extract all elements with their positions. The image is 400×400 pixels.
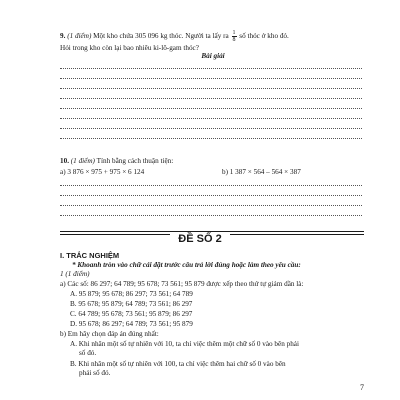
- answer-line[interactable]: [60, 205, 362, 206]
- page-number: 7: [360, 383, 364, 392]
- answer-line[interactable]: [60, 98, 362, 99]
- q9-text-after: số thóc ở kho đó.: [239, 32, 289, 41]
- answer-line[interactable]: [60, 195, 362, 196]
- question-1-points: 1 (1 điểm): [60, 270, 90, 278]
- answer-line[interactable]: [60, 138, 362, 139]
- q1a-option-c[interactable]: C. 64 789; 95 678; 73 561; 95 879; 86 297: [70, 310, 193, 318]
- q1a-option-a[interactable]: A. 95 879; 95 678; 86 297; 73 561; 64 789: [70, 290, 193, 298]
- section-instruction: * Khoanh tròn vào chữ cái đặt trước câu trả lời đúng hoặc làm theo yêu cầu:: [72, 261, 301, 269]
- answer-line[interactable]: [60, 185, 362, 186]
- q1b-option-b-line2: phải số đó.: [79, 369, 111, 377]
- answer-line[interactable]: [60, 68, 362, 69]
- q9-solution-heading: Bài giải: [201, 52, 225, 60]
- exam-title-text: ĐỀ SỐ 2: [170, 233, 229, 245]
- answer-line[interactable]: [60, 78, 362, 79]
- q1b-option-a[interactable]: [70, 340, 299, 358]
- q10-number: 10.: [60, 157, 69, 165]
- q1b-option-b-line1: B. Khi nhân một số tự nhiên với 100, ta chỉ việc thêm hai chữ số 0 vào bên: [70, 360, 286, 368]
- title-rule: [60, 231, 364, 232]
- answer-line[interactable]: [60, 118, 362, 119]
- q9-text-before: Một kho chứa 305 096 kg thóc. Người ta lấy ra: [93, 32, 229, 41]
- q10-points: (1 điểm): [70, 157, 95, 165]
- q1b-option-b[interactable]: [70, 360, 286, 378]
- q1b-prompt: b) Em hãy chọn đáp án đúng nhất:: [60, 330, 159, 338]
- answer-line[interactable]: [60, 108, 362, 109]
- q1a-prompt: a) Các số: 86 297; 64 789; 95 678; 73 561; 95 879 được xếp theo thứ tự giảm dần là:: [60, 280, 304, 288]
- q9-fraction-num: 1: [232, 30, 236, 36]
- q1b-option-a-line1: A. Khi nhân một số tự nhiên với 10, ta chỉ việc thêm một chữ số 0 vào bên phải: [70, 340, 299, 348]
- q9-fraction-den: 8: [232, 37, 236, 43]
- q10-part-a: a) 3 876 × 975 + 975 × 6 124: [60, 168, 145, 176]
- question-9: [60, 30, 370, 43]
- q1b-option-a-line2: số đó.: [79, 349, 97, 357]
- answer-line[interactable]: [60, 88, 362, 89]
- section-heading: I. TRẮC NGHIỆM: [60, 251, 120, 260]
- q1a-option-d[interactable]: D. 95 678; 86 297; 64 789; 73 561; 95 879: [70, 320, 193, 328]
- q9-line2: Hỏi trong kho còn lại bao nhiêu ki-lô-gam thóc?: [60, 44, 199, 52]
- q10-part-b: b) 1 387 × 564 – 564 × 387: [222, 168, 301, 176]
- q9-points: (1 điểm): [67, 32, 92, 41]
- question-10: [60, 157, 173, 166]
- q9-fraction: [232, 30, 237, 43]
- answer-line[interactable]: [60, 128, 362, 129]
- q10-text: Tính bằng cách thuận tiện:: [96, 157, 174, 165]
- exam-title: [0, 233, 400, 247]
- q1a-option-b[interactable]: B. 95 678; 95 879; 64 789; 73 561; 86 297: [70, 300, 193, 308]
- answer-line[interactable]: [60, 215, 362, 216]
- q9-number: 9.: [60, 32, 66, 41]
